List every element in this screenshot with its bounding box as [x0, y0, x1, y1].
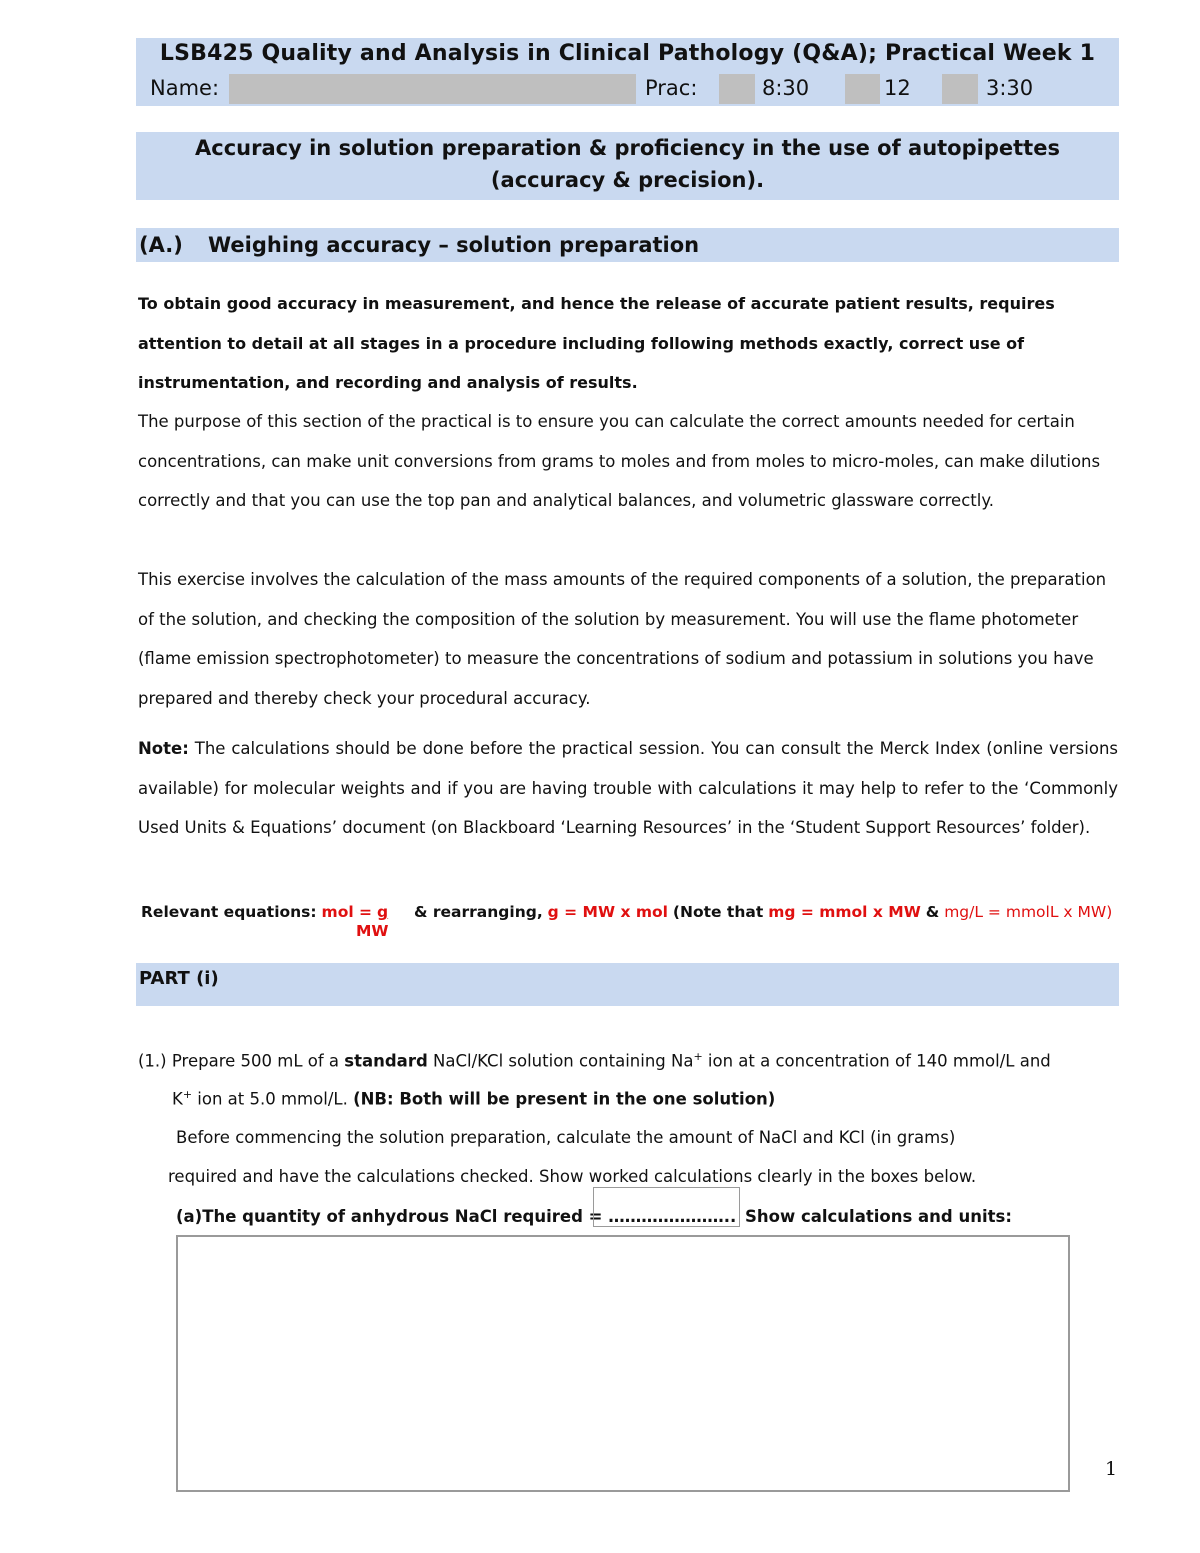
prac-label: Prac: [645, 76, 698, 100]
note-text: The calculations should be done before the practical session. You can consult the Merck Index (online versions available) for molecular weights and if you are having trouble with calculations it may help to refer to the ‘Commonly Used Units & Equations’ document (on Blackboard ‘Learning Resources’ in the ‘Student Support Resources’ folder). [138, 739, 1119, 837]
nacl-calculation-box[interactable] [176, 1235, 1070, 1492]
section-a-label: (A.) [139, 233, 183, 257]
q1-line2 [172, 1088, 775, 1109]
practical-title-box [136, 132, 1119, 200]
prac-option-330: 3:30 [986, 76, 1034, 100]
equation-mgl: mg/L = mmolL x MW) [944, 903, 1113, 921]
prac-option-830: 8:30 [762, 76, 810, 100]
rearranging-text: & rearranging, [413, 903, 543, 921]
equations-label: Relevant equations: [141, 903, 317, 921]
q1-text-c: ion at a concentration of 140 mmol/L and [707, 1051, 1051, 1071]
page-number: 1 [1105, 1458, 1118, 1480]
part-i-heading [136, 963, 1119, 1006]
nacl-answer-field[interactable] [593, 1187, 740, 1227]
prac-checkbox-830[interactable] [719, 74, 755, 104]
prac-checkbox-330[interactable] [942, 74, 978, 104]
q1-sup-k: + [182, 1088, 193, 1101]
q1-nb: (NB: Both will be present in the one solution) [353, 1089, 776, 1109]
equation-denominator: MW [356, 922, 389, 940]
q1-line2-text: ion at 5.0 mmol/L. [197, 1089, 348, 1109]
q1a-label: (a)The quantity of anhydrous NaCl required = ………………….. [176, 1207, 737, 1226]
section-a-heading [136, 228, 1119, 262]
part-i-label: PART (i) [139, 968, 219, 989]
note-paragraph [138, 729, 1118, 848]
ampersand: & [925, 903, 940, 921]
note-that-text: (Note that [672, 903, 764, 921]
section-a-title: Weighing accuracy – solution preparation [208, 233, 700, 257]
practical-title-line2: (accuracy & precision). [490, 168, 765, 192]
name-label: Name: [150, 76, 220, 100]
equation-numerator: g [376, 903, 389, 921]
note-label: Note: [138, 739, 189, 758]
q1-k: K [172, 1089, 183, 1109]
relevant-equations [141, 903, 1112, 921]
equation-g: g = MW x mol [547, 903, 668, 921]
equation-mg: mg = mmol x MW [768, 903, 921, 921]
prac-option-12: 12 [884, 76, 911, 100]
name-field[interactable] [229, 74, 636, 104]
document-title: LSB425 Quality and Analysis in Clinical Pathology (Q&A); Practical Week 1 [159, 41, 1096, 66]
q1-text-b: NaCl/KCl solution containing Na [433, 1051, 694, 1071]
exercise-paragraph: This exercise involves the calculation of the mass amounts of the required components of a solution, the preparation of the solution, and checking the composition of the solution by measurement. You will use the flame photometer (flame emission spectrophotometer) to measure the concentrations of sodium and potassium in solutions you have prepared and thereby check your procedural accuracy. [138, 570, 1107, 708]
practical-title-line1: Accuracy in solution preparation & proficiency in the use of autopipettes [195, 136, 1060, 160]
q1-text-a: Prepare 500 mL of a [171, 1051, 340, 1071]
q1-standard: standard [344, 1051, 428, 1071]
intro-paragraph: To obtain good accuracy in measurement, and hence the release of accurate patient results, requires attention to detail at all stages in a procedure including following methods exactly, correct use of instrumentation, and recording and analysis of results. [138, 294, 1055, 392]
equation-mol: mol = [321, 903, 373, 921]
q1-sup-na: + [693, 1050, 703, 1063]
q1-line3: Before commencing the solution preparation, calculate the amount of NaCl and KCl (in grams) [176, 1128, 956, 1147]
purpose-paragraph: The purpose of this section of the practical is to ensure you can calculate the correct amounts needed for certain concentrations, can make unit conversions from grams to moles and from moles to micro-moles, can make dilutions correctly and that you can use the top pan and analytical balances, and volumetric glassware correctly. [138, 412, 1101, 510]
q1-line4: required and have the calculations checked. Show worked calculations clearly in the boxes below. [168, 1167, 977, 1186]
prac-checkbox-12[interactable] [845, 74, 880, 104]
equation-fraction [377, 903, 388, 921]
q1a-show-calcs: Show calculations and units: [745, 1207, 1012, 1226]
q1-number: (1.) [138, 1051, 167, 1071]
q1-line1 [138, 1050, 1051, 1071]
